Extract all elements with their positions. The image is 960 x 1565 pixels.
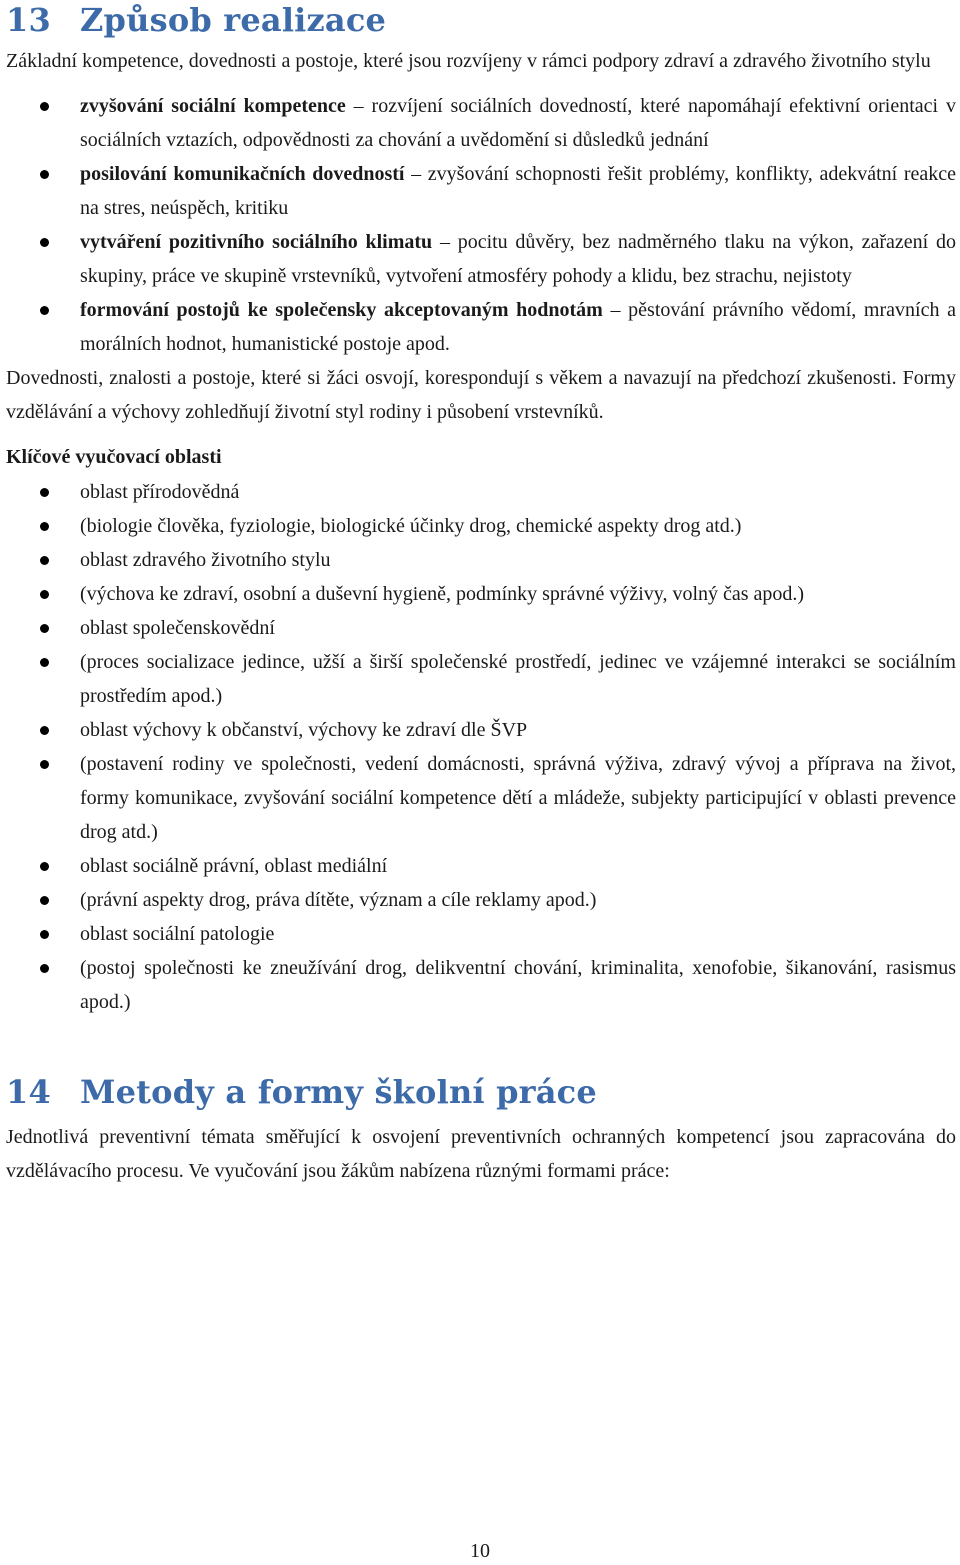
- list-item-text: oblast sociálně právní, oblast mediální: [80, 855, 388, 877]
- list-item-text: oblast výchovy k občanství, výchovy ke zdraví dle ŠVP: [80, 719, 528, 741]
- bullet-icon: [40, 726, 49, 735]
- section-title: Metody a formy školní práce: [80, 1073, 597, 1111]
- bullet-icon: [40, 930, 49, 939]
- bullet-icon: [40, 760, 49, 769]
- list-item: [6, 883, 956, 917]
- list-item: [6, 475, 956, 509]
- section-number: 14: [6, 1073, 51, 1111]
- bullet-icon: [40, 624, 49, 633]
- list-item-text: oblast přírodovědná: [80, 481, 240, 503]
- list-item-text: (postavení rodiny ve společnosti, vedení domácnosti, správná výživa, zdravý vývoj a příprava na život, formy komunikace, zvyšování sociální kompetence dětí a mládeže, subjekty participující v oblasti prevence drog atd.): [80, 753, 956, 843]
- list-item-text: – pěstování právního vědomí, mravních a morálních hodnot, humanistické postoje apod.: [80, 299, 957, 355]
- key-areas-subheading: Klíčové vyučovací oblasti: [6, 446, 222, 468]
- bullet-icon: [40, 306, 49, 315]
- bullet-icon: [40, 522, 49, 531]
- list-item: [6, 951, 956, 1019]
- list-item-text: (postoj společnosti ke zneužívání drog, delikventní chování, kriminalita, xenofobie, šikanování, rasismus apod.): [80, 957, 956, 1013]
- list-item-text: – pocitu důvěry, bez nadměrného tlaku na výkon, zařazení do skupiny, práce ve skupině vrstevníků, vytvoření atmosféry pohody a klidu, bez strachu, nejistoty: [80, 231, 956, 287]
- bullet-icon: [40, 488, 49, 497]
- list-item-text: oblast sociální patologie: [80, 923, 275, 945]
- list-item: [6, 849, 956, 883]
- list-item-text: (právní aspekty drog, práva dítěte, význam a cíle reklamy apod.): [80, 889, 597, 911]
- bullet-icon: [40, 590, 49, 599]
- page-number: 10: [470, 1540, 490, 1562]
- section-number: 13: [6, 1, 51, 39]
- section-13-paragraph: Dovednosti, znalosti a postoje, které si žáci osvojí, korespondují s věkem a navazují na předchozí zkušenosti. Formy vzdělávání a výchovy zohledňují životní styl rodiny i působení vrstevníků.: [6, 367, 956, 423]
- list-item: [6, 89, 956, 157]
- list-item-text: (proces socializace jedince, užší a širší společenské prostředí, jedinec ve vzájemné interakci se sociálním prostředím apod.): [80, 651, 956, 707]
- list-item: [6, 543, 956, 577]
- document-page: [6, 0, 956, 1188]
- list-item-term: zvyšování sociální kompetence: [80, 95, 346, 117]
- list-item-text: – rozvíjení sociálních dovedností, které napomáhají efektivní orientaci v sociálních vztazích, odpovědnosti za chování a uvědomění si důsledků jednání: [80, 95, 956, 151]
- list-item: [6, 713, 956, 747]
- list-item: [6, 225, 956, 293]
- bullet-icon: [40, 170, 49, 179]
- list-item-text: – zvyšování schopnosti řešit problémy, konflikty, adekvátní reakce na stres, neúspěch, kritiku: [80, 163, 956, 219]
- section-title: Způsob realizace: [80, 1, 387, 39]
- list-item: [6, 747, 956, 849]
- key-areas-list: [6, 475, 956, 1019]
- list-item-text: oblast společenskovědní: [80, 617, 275, 639]
- section-13-heading: [6, 0, 956, 40]
- bullet-icon: [40, 964, 49, 973]
- list-item: [6, 293, 956, 361]
- list-item-text: oblast zdravého životního stylu: [80, 549, 331, 571]
- list-item-term: vytváření pozitivního sociálního klimatu: [80, 231, 433, 253]
- bullet-icon: [40, 862, 49, 871]
- section-14-intro: Jednotlivá preventivní témata směřující k osvojení preventivních ochranných kompetencí jsou zapracována do vzdělávacího procesu. Ve vyučování jsou žákům nabízena různými formami práce:: [6, 1126, 956, 1182]
- section-13-intro: Základní kompetence, dovednosti a postoje, které jsou rozvíjeny v rámci podpory zdraví a zdravého životního stylu: [6, 50, 931, 72]
- list-item-text: (biologie člověka, fyziologie, biologické účinky drog, chemické aspekty drog atd.): [80, 515, 742, 537]
- list-item: [6, 509, 956, 543]
- list-item-term: posilování komunikačních dovedností: [80, 163, 405, 185]
- list-item: [6, 645, 956, 713]
- section-14-heading: [6, 1072, 956, 1112]
- bullet-icon: [40, 102, 49, 111]
- list-item: [6, 577, 956, 611]
- list-item-text: (výchova ke zdraví, osobní a duševní hygieně, podmínky správné výživy, volný čas apod.): [80, 583, 805, 605]
- list-item: [6, 917, 956, 951]
- bullet-icon: [40, 556, 49, 565]
- list-item-term: formování postojů ke společensky akceptovaným hodnotám: [80, 299, 603, 321]
- competence-list: [6, 89, 956, 361]
- list-item: [6, 157, 956, 225]
- bullet-icon: [40, 238, 49, 247]
- bullet-icon: [40, 896, 49, 905]
- list-item: [6, 611, 956, 645]
- bullet-icon: [40, 658, 49, 667]
